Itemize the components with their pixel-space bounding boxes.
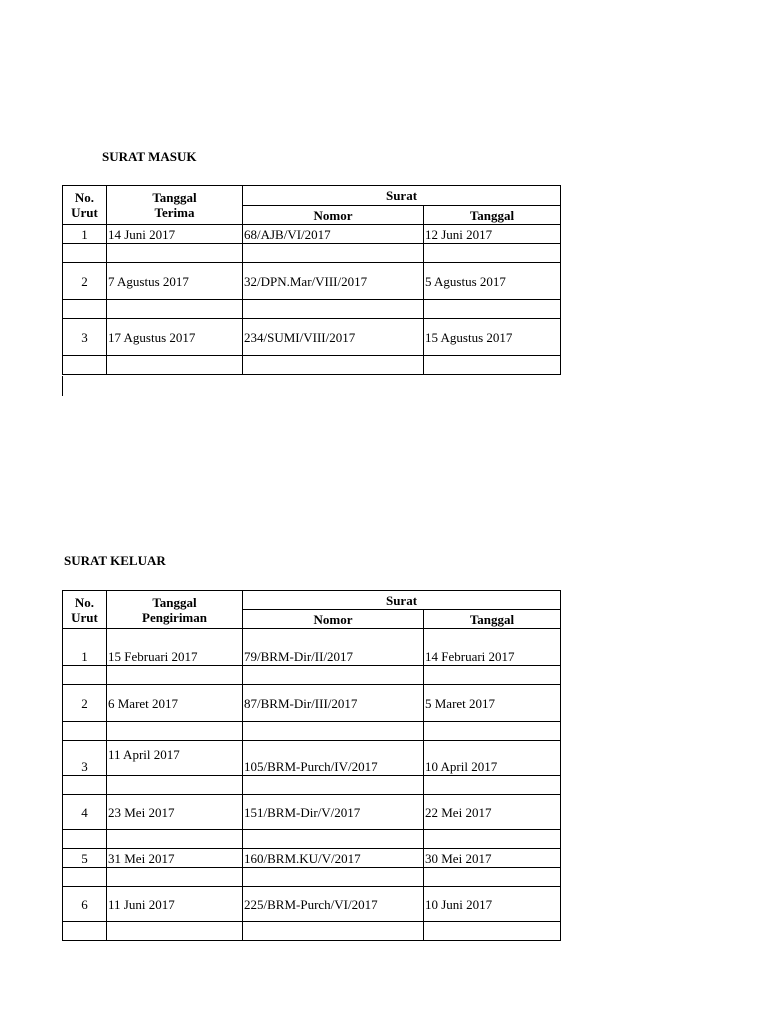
table-row-empty [63,922,561,941]
table-row [63,263,561,300]
cell-tanggal: 30 Mei 2017 [424,849,561,868]
table-row-empty [63,868,561,887]
cell-tanggal: 5 Maret 2017 [424,685,561,722]
table-row [63,741,561,776]
cell-nomor: 32/DPN.Mar/VIII/2017 [243,263,424,300]
table-row [63,795,561,830]
cell-tanggal-pengiriman: 31 Mei 2017 [107,849,243,868]
table-row [63,685,561,722]
cell-tanggal-pengiriman: 11 April 2017 [107,741,243,776]
surat-masuk-table [62,185,561,375]
table-row [63,849,561,868]
cell-no: 5 [63,849,107,868]
cell-tanggal-pengiriman: 6 Maret 2017 [107,685,243,722]
cell-tanggal-terima: 17 Agustus 2017 [107,319,243,356]
cell-tanggal: 15 Agustus 2017 [424,319,561,356]
table-row-empty [63,830,561,849]
cell-tanggal: 5 Agustus 2017 [424,263,561,300]
header-nomor: Nomor [243,206,424,225]
surat-keluar-table [62,590,561,941]
cell-nomor: 105/BRM-Purch/IV/2017 [243,741,424,776]
cell-nomor: 68/AJB/VI/2017 [243,225,424,244]
header-tanggal: Tanggal [424,206,561,225]
header-tanggal: Tanggal [424,610,561,629]
cell-nomor: 160/BRM.KU/V/2017 [243,849,424,868]
table-row [63,319,561,356]
cell-tanggal-pengiriman: 15 Februari 2017 [107,629,243,666]
header-surat: Surat [243,186,561,206]
table-row-empty [63,722,561,741]
header-no: No. Urut [63,186,107,225]
cell-tanggal-pengiriman: 11 Juni 2017 [107,887,243,922]
cell-no: 1 [63,629,107,666]
cell-tanggal: 14 Februari 2017 [424,629,561,666]
table-row-empty [63,244,561,263]
table-row [63,629,561,666]
cell-tanggal: 10 Juni 2017 [424,887,561,922]
cell-nomor: 79/BRM-Dir/II/2017 [243,629,424,666]
table-row [63,887,561,922]
cell-tanggal-pengiriman: 23 Mei 2017 [107,795,243,830]
cell-tanggal: 22 Mei 2017 [424,795,561,830]
table-row-empty [63,356,561,375]
border-stub [62,376,63,396]
table-row-empty [63,776,561,795]
surat-keluar-title: SURAT KELUAR [64,553,166,568]
cell-no: 1 [63,225,107,244]
cell-no: 4 [63,795,107,830]
cell-nomor: 151/BRM-Dir/V/2017 [243,795,424,830]
header-no: No. Urut [63,591,107,629]
header-tanggal-terima: Tanggal Terima [107,186,243,225]
cell-tanggal: 10 April 2017 [424,741,561,776]
cell-nomor: 87/BRM-Dir/III/2017 [243,685,424,722]
cell-tanggal-terima: 7 Agustus 2017 [107,263,243,300]
table-row [63,225,561,244]
header-nomor: Nomor [243,610,424,629]
header-tanggal-pengiriman: Tanggal Pengiriman [107,591,243,629]
table-row-empty [63,666,561,685]
cell-no: 3 [63,319,107,356]
cell-no: 6 [63,887,107,922]
cell-no: 3 [63,741,107,776]
cell-nomor: 234/SUMI/VIII/2017 [243,319,424,356]
surat-masuk-title: SURAT MASUK [102,149,197,164]
header-surat: Surat [243,591,561,610]
cell-no: 2 [63,263,107,300]
table-row-empty [63,300,561,319]
cell-nomor: 225/BRM-Purch/VI/2017 [243,887,424,922]
cell-tanggal: 12 Juni 2017 [424,225,561,244]
cell-no: 2 [63,685,107,722]
cell-tanggal-terima: 14 Juni 2017 [107,225,243,244]
